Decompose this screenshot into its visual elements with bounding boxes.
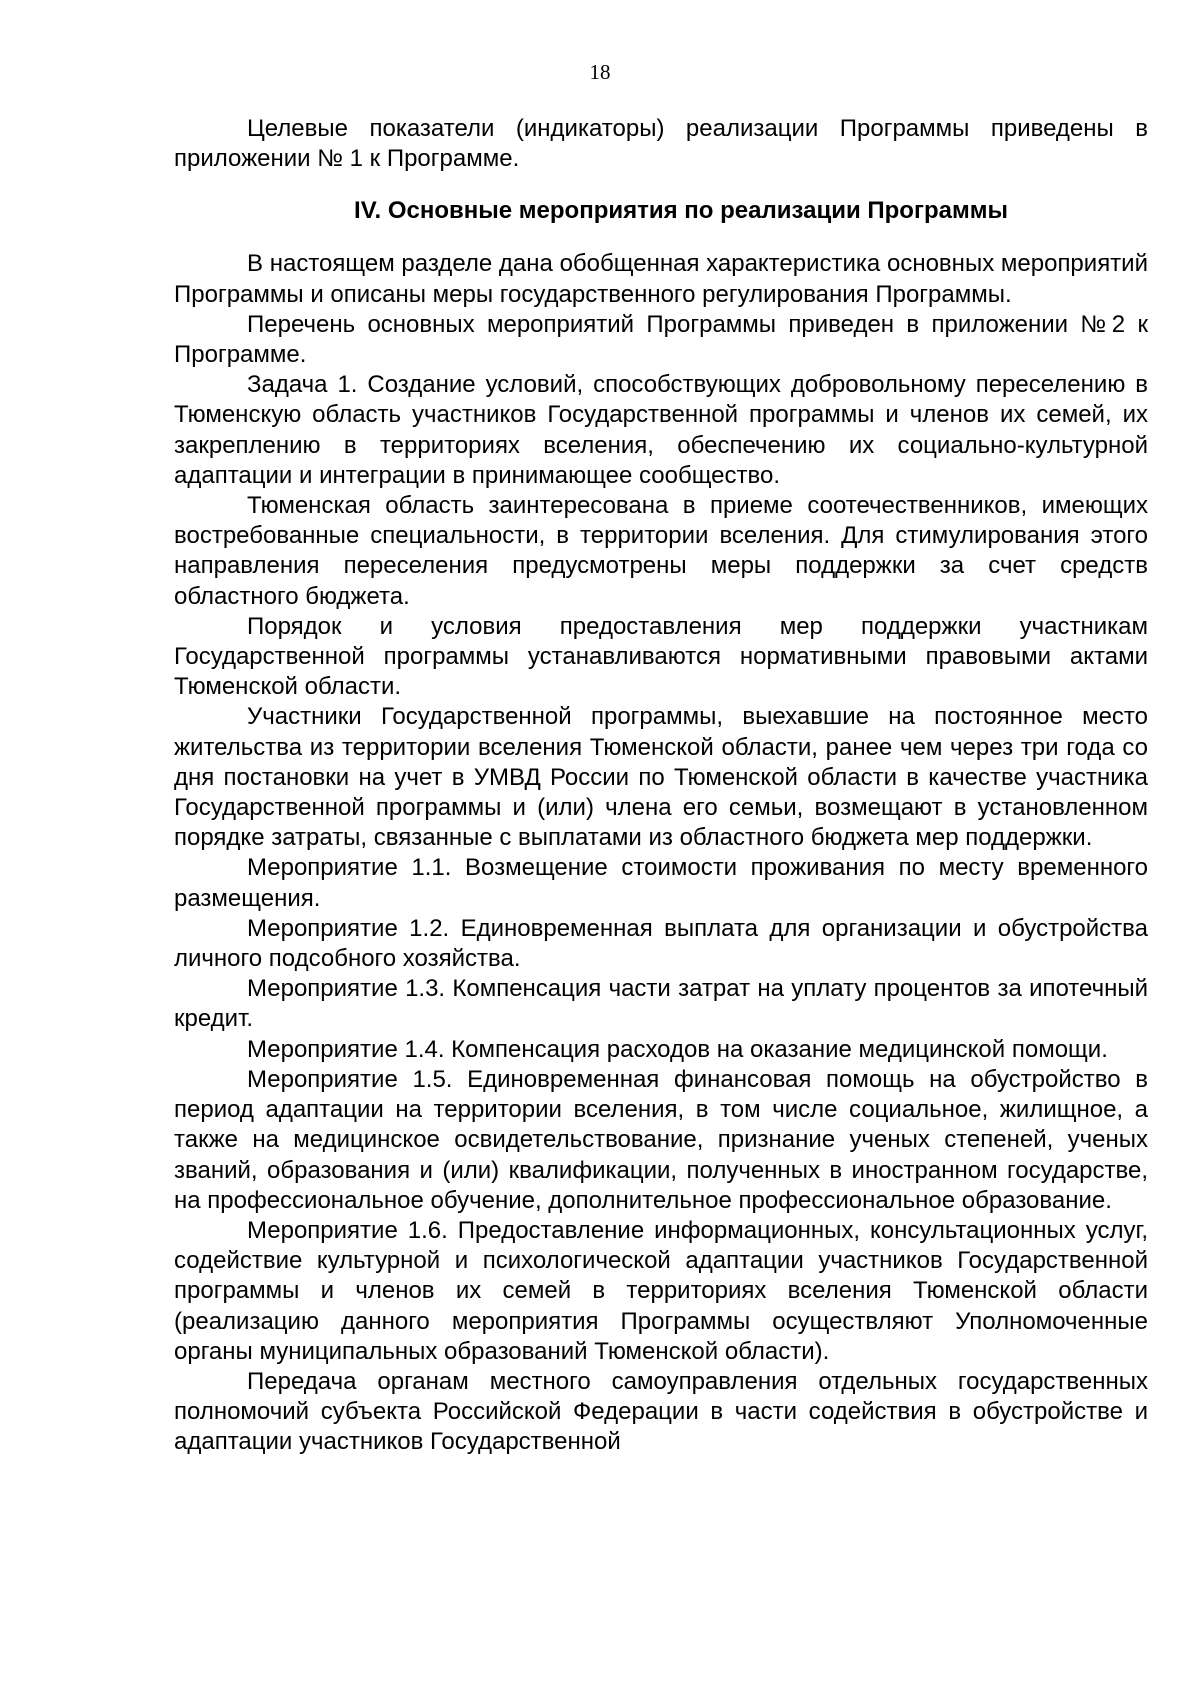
paragraph: Участники Государственной программы, выехавшие на постоянное место жительства из территории вселения Тюменской области, ранее чем через три года со дня постановки на учет в УМВД России по Тюменской области в качестве участника Государственной программы и (или) члена его семьи, возмещают в установленном порядке затраты, связанные с выплатами из областного бюджета мер поддержки. (174, 703, 1148, 852)
paragraph: Мероприятие 1.1. Возмещение стоимости проживания по месту временного размещения. (174, 854, 1148, 912)
intro-paragraph: Целевые показатели (индикаторы) реализации Программы приведены в приложении № 1 к Программе. (174, 115, 1148, 173)
paragraph: Мероприятие 1.2. Единовременная выплата для организации и обустройства личного подсобного хозяйства. (174, 914, 1148, 973)
paragraph: Тюменская область заинтересована в приеме соотечественников, имеющих востребованные специальности, в территории вселения. Для стимулирования этого направления переселения предусмотрены меры поддержки за счет средств областного бюджета. (174, 492, 1148, 610)
paragraph: В настоящем разделе дана обобщенная характеристика основных мероприятий Программы и описаны меры государственного регулирования Программы. (174, 250, 1148, 308)
document-body (174, 114, 1148, 1458)
paragraph: Передача органам местного самоуправления отдельных государственных полномочий субъекта Российской Федерации в части содействия в обустройстве и адаптации участников Государственной (174, 1367, 1148, 1456)
paragraph: Мероприятие 1.4. Компенсация расходов на оказание медицинской помощи. (247, 1035, 1108, 1063)
page-number: 18 (589, 60, 611, 84)
paragraph: Мероприятие 1.6. Предоставление информационных, консультационных услуг, содействие культурной и психологической адаптации участников Государственной программы и членов их семей в территориях вселения Тюменской области (реализацию данного мероприятия Программы осуществляют Уполномоченные органы муниципальных образований Тюменской области). (174, 1216, 1148, 1365)
paragraph: Мероприятие 1.3. Компенсация части затрат на уплату процентов за ипотечный кредит. (174, 975, 1148, 1033)
section-heading: IV. Основные мероприятия по реализации Программы (354, 197, 1008, 225)
paragraph: Мероприятие 1.5. Единовременная финансовая помощь на обустройство в период адаптации на территории вселения, в том числе социальное, жилищное, а также на медицинское освидетельствование, признание ученых степеней, ученых званий, образования и (или) квалификации, полученных в иностранном государстве, на профессиональное обучение, дополнительное профессиональное образование. (174, 1065, 1148, 1214)
paragraph: Порядок и условия предоставления мер поддержки участникам Государственной программы устанавливаются нормативными правовыми актами Тюменской области. (174, 612, 1148, 701)
paragraph: Перечень основных мероприятий Программы приведен в приложении №2 к Программе. (174, 310, 1148, 369)
paragraph: Задача 1. Создание условий, способствующих добровольному переселению в Тюменскую область участников Государственной программы и членов их семей, их закреплению в территориях вселения, обеспечению их социально-культурной адаптации и интеграции в принимающее сообщество. (174, 371, 1148, 489)
